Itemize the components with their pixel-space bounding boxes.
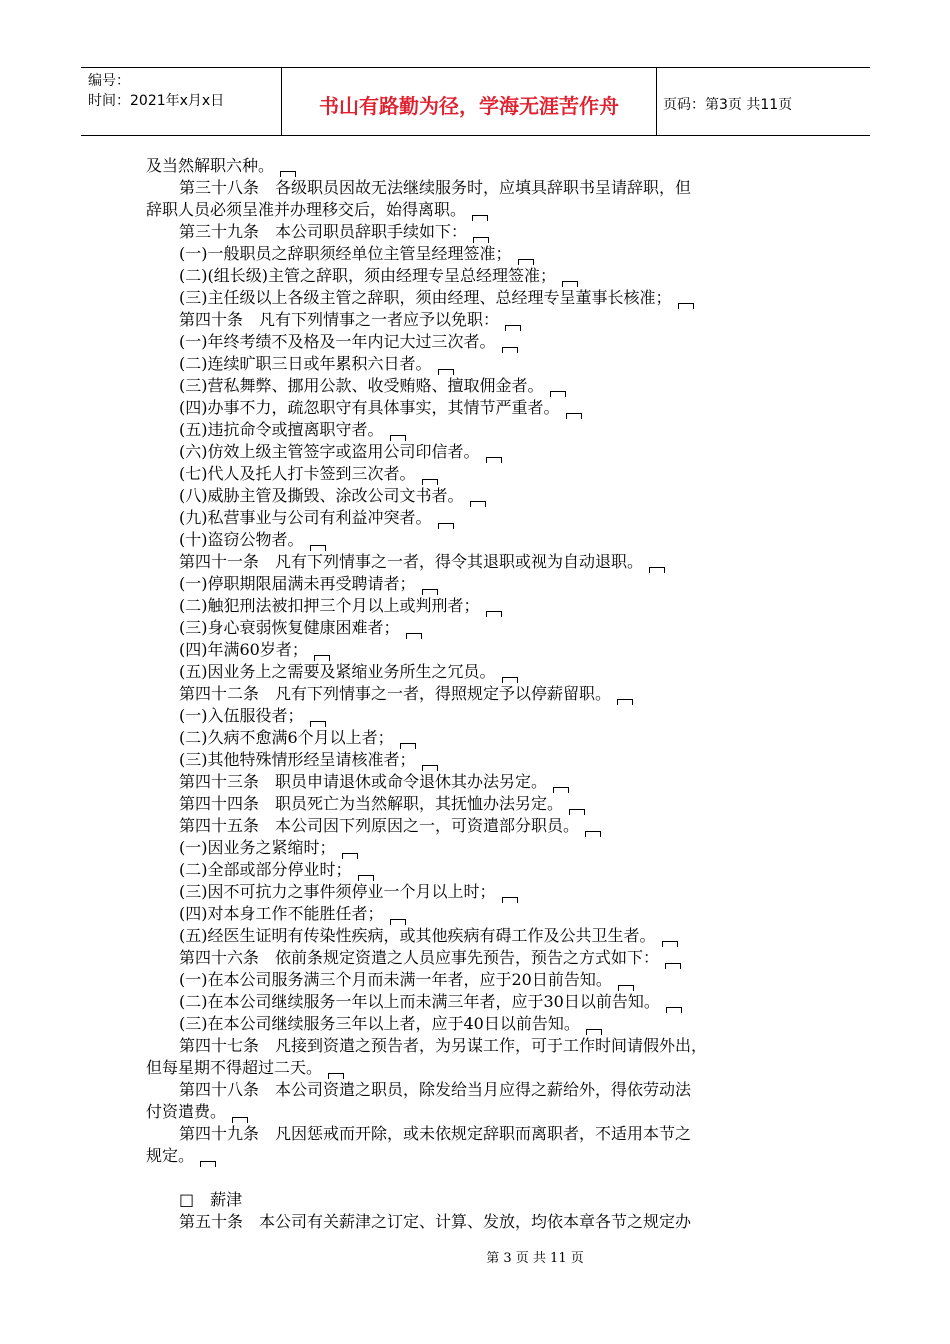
line-text: (三)因不可抗力之事件须停业一个月以上时； [179,882,496,901]
text-line [146,551,826,573]
text-line [146,859,826,881]
text-line [146,1035,826,1057]
line-text: 第四十二条 凡有下列情事之一者，得照规定予以停薪留职。 [179,684,612,703]
text-line [146,727,826,749]
footer-page-number: 第 3 页 共 11 页 [486,1251,584,1266]
line-text: (二)在本公司继续服务一年以上而未满三年者，应于30日以前告知。 [179,992,660,1011]
line-text: (七)代人及托人打卡签到三次者。 [179,464,416,483]
text-line [146,573,826,595]
text-line [146,1189,826,1211]
paragraph-mark-icon [486,457,502,463]
paragraph-mark-icon [666,1007,682,1013]
line-text: 第四十四条 职员死亡为当然解职，其抚恤办法另定。 [179,794,564,813]
text-line [146,155,826,177]
text-line [146,749,826,771]
line-text: 但每星期不得超过二天。 [146,1058,323,1077]
text-line [146,771,826,793]
line-text: (一)入伍服役者； [179,706,304,725]
paragraph-mark-icon [566,413,582,419]
line-text: (一)因业务之紧缩时； [179,838,336,857]
text-line [146,353,826,375]
line-text: 第四十六条 依前条规定资遣之人员应事先预告，预告之方式如下： [179,948,660,967]
paragraph-mark-icon [617,699,633,705]
line-text: (二)(组长级)主管之辞职，须由经理专呈总经理签准； [179,266,556,285]
text-line [146,837,826,859]
paragraph-mark-icon [585,831,601,837]
line-text: 第五十条 本公司有关薪津之订定、计算、发放，均依本章各节之规定办 [179,1212,692,1231]
text-line [146,507,826,529]
line-text: (四)年满60岁者； [179,640,308,659]
text-line [146,1211,826,1233]
text-line [146,199,826,221]
line-text: 第三十八条 各级职员因故无法继续服务时，应填具辞职书呈请辞职，但 [179,178,692,197]
line-text: (四)对本身工作不能胜任者； [179,904,384,923]
text-line [146,1101,826,1123]
paragraph-mark-icon [470,501,486,507]
document-number-label: 编号： [88,73,130,89]
text-line [146,639,826,661]
line-text: (二)全部或部分停业时； [179,860,352,879]
paragraph-mark-icon [406,633,422,639]
paragraph-mark-icon [502,347,518,353]
line-text: 第四十五条 本公司因下列原因之一，可资遣部分职员。 [179,816,580,835]
blank-line [146,1167,826,1189]
line-text: (九)私营事业与公司有利益冲突者。 [179,508,432,527]
text-line [146,375,826,397]
text-line [146,1123,826,1145]
line-text: (三)身心衰弱恢复健康困难者； [179,618,400,637]
text-line [146,243,826,265]
paragraph-mark-icon [200,1161,216,1167]
line-text: (三)在本公司继续服务三年以上者，应于40日以前告知。 [179,1014,580,1033]
line-text: (十)盗窃公物者。 [179,530,304,549]
line-text: (二)触犯刑法被扣押三个月以上或判刑者； [179,596,480,615]
text-line [146,1057,826,1079]
text-line [146,617,826,639]
page-header [81,67,870,136]
paragraph-mark-icon [665,963,681,969]
document-date-label: 时间：2021年x月x日 [88,93,225,109]
line-text: 第四十三条 职员申请退休或命令退休其办法另定。 [179,772,548,791]
text-line [146,265,826,287]
line-text: □ 薪津 [179,1190,243,1209]
line-text: 第四十条 凡有下列情事之一者应予以免职： [179,310,500,329]
text-line [146,925,826,947]
text-line [146,1013,826,1035]
line-text: (五)因业务上之需要及紧缩业务所生之冗员。 [179,662,496,681]
line-text: 辞职人员必须呈准并办理移交后，始得离职。 [146,200,467,219]
text-line [146,881,826,903]
line-text: (二)久病不愈满6个月以上者； [179,728,394,747]
text-line [146,661,826,683]
text-line [146,815,826,837]
line-text: (三)其他特殊情形经呈请核准者； [179,750,416,769]
text-line [146,705,826,727]
text-line [146,397,826,419]
text-line [146,969,826,991]
text-line [146,485,826,507]
line-text: (一)停职期限届满未再受聘请者； [179,574,416,593]
header-meta [81,68,282,135]
text-line [146,221,826,243]
line-text: (三)主任级以上各级主管之辞职，须由经理、总经理专呈董事长核准； [179,288,672,307]
text-line [146,1079,826,1101]
line-text: 付资遣费。 [146,1102,227,1121]
text-line [146,793,826,815]
text-line [146,177,826,199]
line-text: 第四十七条 凡接到资遣之预告者，为另谋工作，可于工作时间请假外出， [179,1036,708,1055]
line-text: 第三十九条 本公司职员辞职手续如下： [179,222,468,241]
paragraph-mark-icon [502,897,518,903]
text-line [146,903,826,925]
text-line [146,991,826,1013]
text-line [146,529,826,551]
text-line [146,441,826,463]
paragraph-mark-icon [649,567,665,573]
page-footer [0,1247,950,1266]
text-line [146,595,826,617]
line-text: (五)违抗命令或擅离职守者。 [179,420,384,439]
line-text: 规定。 [146,1146,195,1165]
line-text: 第四十八条 本公司资遣之职员，除发给当月应得之薪给外，得依劳动法 [179,1080,692,1099]
line-text: (三)营私舞弊、挪用公款、收受贿赂、擅取佣金者。 [179,376,544,395]
header-page-number: 页码：第3页 共11页 [663,96,793,113]
paragraph-mark-icon [438,523,454,529]
paragraph-mark-icon [678,303,694,309]
text-line [146,947,826,969]
line-text: 第四十九条 凡因惩戒而开除，或未依规定辞职而离职者，不适用本节之 [179,1124,692,1143]
line-text: (八)威胁主管及撕毁、涂改公司文书者。 [179,486,464,505]
line-text: (一)在本公司服务满三个月而未满一年者，应于20日前告知。 [179,970,612,989]
header-motto: 书山有路勤为径，学海无涯苦作舟 [282,68,657,135]
text-line [146,1145,826,1167]
line-text: (一)年终考绩不及格及一年内记大过三次者。 [179,332,496,351]
paragraph-mark-icon [486,611,502,617]
line-text: (五)经医生证明有传染性疾病，或其他疾病有碍工作及公共卫生者。 [179,926,656,945]
line-text: 第四十一条 凡有下列情事之一者，得令其退职或视为自动退职。 [179,552,644,571]
line-text: (六)仿效上级主管签字或盗用公司印信者。 [179,442,480,461]
text-line [146,287,826,309]
text-line [146,309,826,331]
line-text: (一)一般职员之辞职须经单位主管呈经理签准； [179,244,512,263]
line-text: 及当然解职六种。 [146,156,275,175]
line-text: (二)连续旷职三日或年累积六日者。 [179,354,432,373]
text-line [146,419,826,441]
line-text: (四)办事不力，疏忽职守有具体事实，其情节严重者。 [179,398,560,417]
document-body [146,155,826,1233]
text-line [146,463,826,485]
text-line [146,683,826,705]
text-line [146,331,826,353]
